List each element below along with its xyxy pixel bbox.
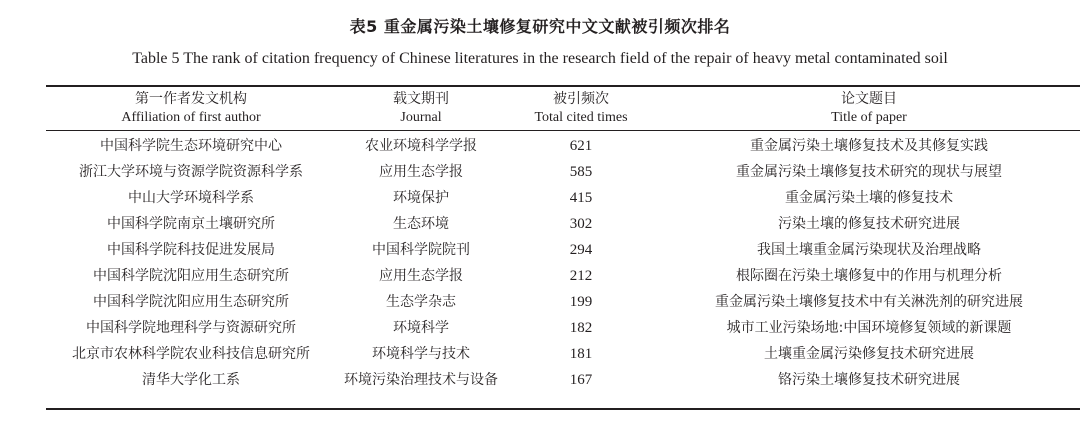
table-caption-chinese: 表5 重金属污染土壤修复研究中文文献被引频次排名 — [349, 17, 731, 36]
table-row — [46, 263, 1080, 289]
cell-cited-times: 621 — [569, 138, 593, 154]
table-row — [46, 341, 1080, 367]
cell-journal: 生态环境 — [393, 216, 449, 232]
header-title — [656, 88, 1080, 128]
table-row — [46, 133, 1080, 159]
cell-affiliation: 北京市农林科学院农业科技信息研究所 — [72, 346, 310, 362]
cell-cited-times: 302 — [569, 216, 593, 232]
header-cited-times — [506, 88, 656, 128]
header-affiliation-cn: 第一作者发文机构 — [135, 90, 247, 107]
table-row — [46, 237, 1080, 263]
cell-title: 我国土壤重金属污染现状及治理战略 — [757, 242, 981, 258]
cell-journal: 农业环境科学学报 — [365, 138, 477, 154]
cell-title: 污染土壤的修复技术研究进展 — [778, 216, 960, 232]
cell-journal: 应用生态学报 — [379, 164, 463, 180]
cell-journal: 环境科学 — [393, 320, 449, 336]
cell-journal: 生态学杂志 — [386, 294, 456, 310]
header-cited-times-cn: 被引频次 — [553, 90, 609, 107]
cell-affiliation: 中国科学院生态环境研究中心 — [100, 138, 282, 154]
table-row — [46, 185, 1080, 211]
cell-cited-times: 167 — [569, 372, 593, 388]
header-affiliation — [46, 88, 336, 128]
table-body — [46, 133, 1080, 393]
table-row — [46, 289, 1080, 315]
table-top-rule — [46, 85, 1080, 87]
table-row — [46, 315, 1080, 341]
cell-journal: 环境科学与技术 — [372, 346, 470, 362]
cell-cited-times: 415 — [569, 190, 593, 206]
header-journal-en: Journal — [400, 109, 442, 125]
table-row — [46, 159, 1080, 185]
cell-journal: 环境保护 — [393, 190, 449, 206]
cell-affiliation: 浙江大学环境与资源学院资源科学系 — [79, 164, 303, 180]
header-cited-times-en: Total cited times — [534, 109, 628, 125]
header-journal — [336, 88, 506, 128]
header-title-cn: 论文题目 — [841, 90, 897, 107]
cell-title: 根际圈在污染土壤修复中的作用与机理分析 — [736, 268, 1002, 284]
cell-title: 重金属污染土壤的修复技术 — [785, 190, 953, 206]
cell-title: 重金属污染土壤修复技术及其修复实践 — [750, 138, 988, 154]
cell-affiliation: 清华大学化工系 — [142, 372, 240, 388]
cell-title: 铬污染土壤修复技术研究进展 — [778, 372, 960, 388]
cell-journal: 中国科学院院刊 — [372, 242, 470, 258]
cell-title: 重金属污染土壤修复技术中有关淋洗剂的研究进展 — [715, 294, 1023, 310]
header-title-en: Title of paper — [831, 109, 907, 125]
cell-affiliation: 中国科学院南京土壤研究所 — [107, 216, 275, 232]
header-affiliation-en: Affiliation of first author — [121, 109, 261, 125]
cell-affiliation: 中国科学院沈阳应用生态研究所 — [93, 294, 289, 310]
cell-cited-times: 294 — [569, 242, 593, 258]
cell-cited-times: 199 — [569, 294, 593, 310]
table-header — [46, 88, 1080, 128]
table-caption-english: Table 5 The rank of citation frequency of Chinese literatures in the research field of the repair of heavy metal contaminated soil — [132, 50, 948, 67]
cell-title: 土壤重金属污染修复技术研究进展 — [764, 346, 974, 362]
cell-title: 城市工业污染场地:中国环境修复领域的新课题 — [726, 320, 1012, 336]
cell-affiliation: 中国科学院地理科学与资源研究所 — [86, 320, 296, 336]
cell-cited-times: 585 — [569, 164, 593, 180]
cell-title: 重金属污染土壤修复技术研究的现状与展望 — [736, 164, 1002, 180]
table-bottom-rule — [46, 408, 1080, 410]
cell-cited-times: 182 — [569, 320, 593, 336]
table-header-rule — [46, 130, 1080, 131]
cell-journal: 应用生态学报 — [379, 268, 463, 284]
cell-affiliation: 中国科学院科技促进发展局 — [107, 242, 275, 258]
cell-affiliation: 中山大学环境科学系 — [128, 190, 254, 206]
cell-journal: 环境污染治理技术与设备 — [344, 372, 498, 388]
table-row — [46, 367, 1080, 393]
cell-cited-times: 181 — [569, 346, 593, 362]
table-row — [46, 211, 1080, 237]
cell-affiliation: 中国科学院沈阳应用生态研究所 — [93, 268, 289, 284]
cell-cited-times: 212 — [569, 268, 593, 284]
header-journal-cn: 载文期刊 — [393, 90, 449, 107]
